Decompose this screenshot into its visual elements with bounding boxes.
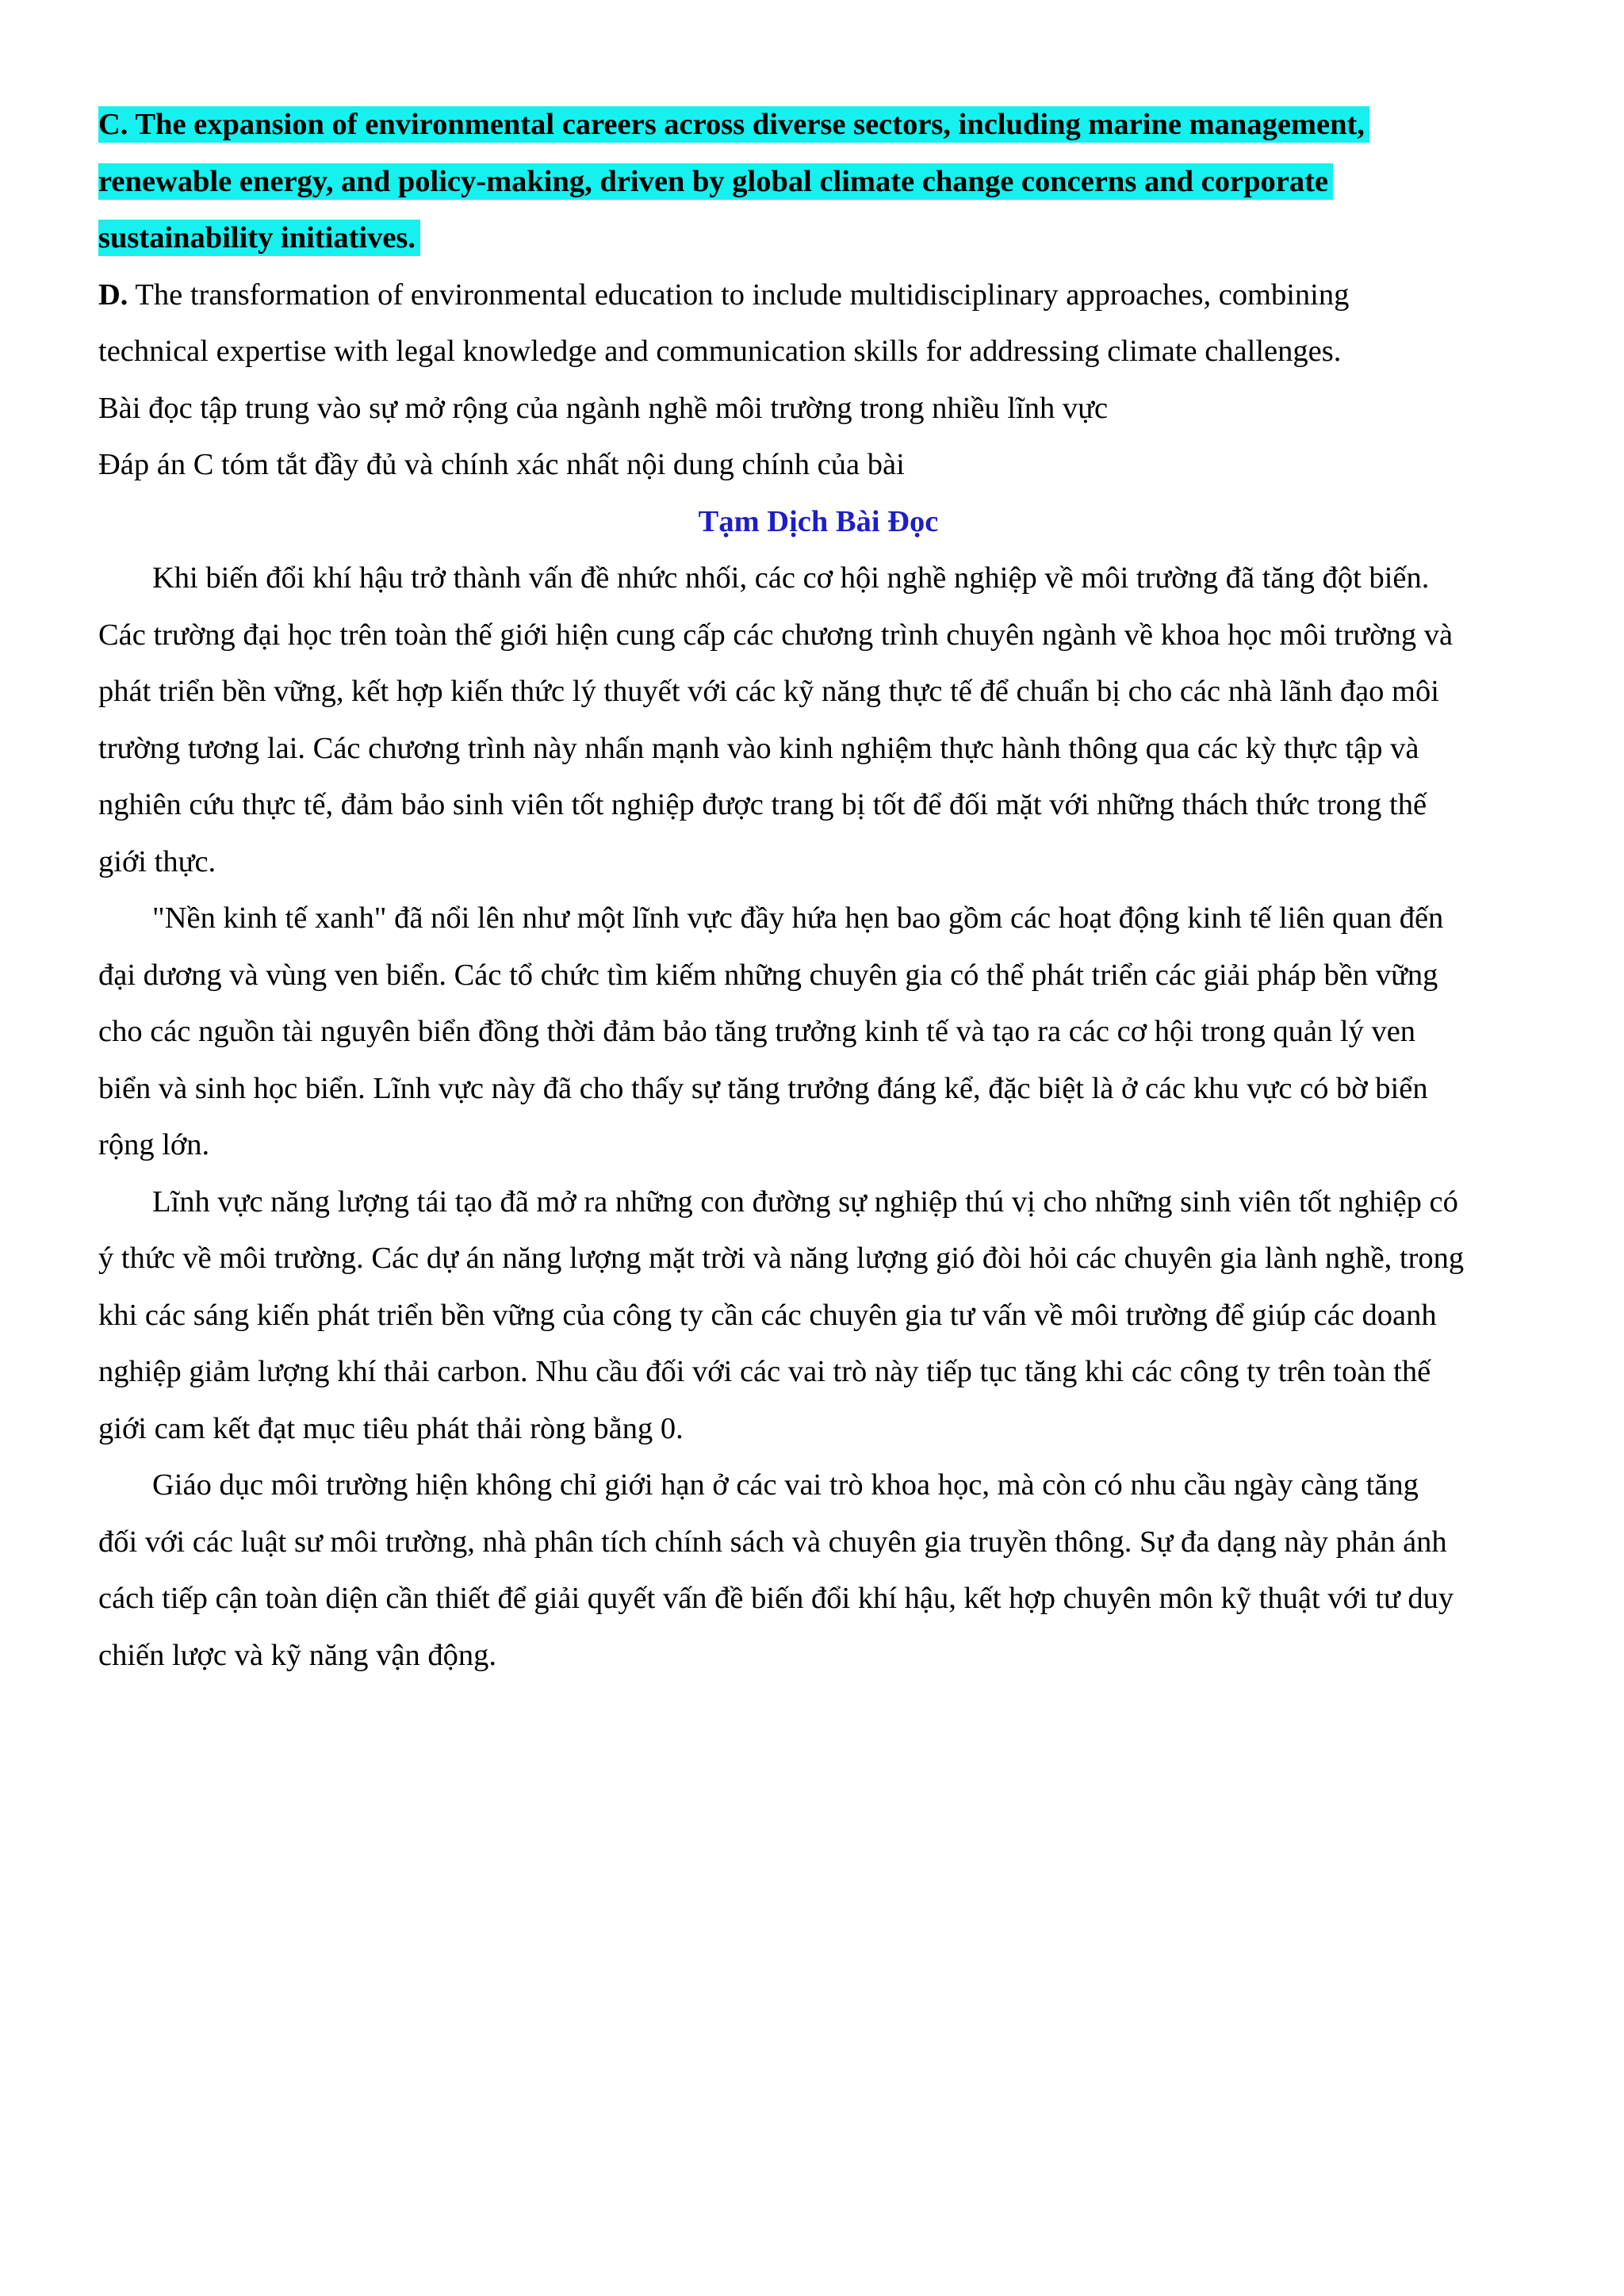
translation-paragraph-2 (98, 890, 1538, 1174)
translation-paragraph-3 (98, 1174, 1538, 1458)
paragraph-line: cách tiếp cận toàn diện cần thiết để giải quyết vấn đề biến đổi khí hậu, kết hợp chuyên môn kỹ thuật với tư duy (98, 1582, 1454, 1615)
option-d-text: technical expertise with legal knowledge and communication skills for addressing climate challenges. (98, 335, 1342, 368)
translation-title: Tạm Dịch Bài Đọc (698, 504, 939, 538)
paragraph-line: nghiệp giảm lượng khí thải carbon. Nhu cầu đối với các vai trò này tiếp tục tăng khi các công ty trên toàn thế (98, 1355, 1431, 1388)
paragraph-line: biển và sinh học biển. Lĩnh vực này đã cho thấy sự tăng trưởng đáng kể, đặc biệt là ở các khu vực có bờ biển (98, 1071, 1428, 1105)
paragraph-line: giới thực. (98, 844, 216, 878)
option-d-text: The transformation of environmental education to include multidisciplinary approaches, combining (128, 277, 1350, 312)
paragraph-line: giới cam kết đạt mục tiêu phát thải ròng bằng 0. (98, 1411, 684, 1445)
paragraph-line: đối với các luật sư môi trường, nhà phân tích chính sách và chuyên gia truyền thông. Sự đa dạng này phản ánh (98, 1525, 1447, 1559)
option-c (98, 97, 1538, 267)
paragraph-line: nghiên cứu thực tế, đảm bảo sinh viên tốt nghiệp được trang bị tốt để đối mặt với những thách thức trong thế (98, 788, 1427, 821)
translation-paragraph-4 (98, 1457, 1538, 1684)
paragraph-line: phát triển bền vững, kết hợp kiến thức lý thuyết với các kỹ năng thực tế để chuẩn bị cho các nhà lãnh đạo môi (98, 675, 1439, 708)
paragraph-line: Giáo dục môi trường hiện không chỉ giới hạn ở các vai trò khoa học, mà còn có nhu cầu ngày càng tăng (152, 1468, 1419, 1502)
option-d (98, 267, 1538, 381)
translation-paragraph-1 (98, 550, 1538, 890)
paragraph-line: trường tương lai. Các chương trình này nhấn mạnh vào kinh nghiệm thực hành thông qua các kỳ thực tập và (98, 731, 1419, 765)
paragraph-line: Các trường đại học trên toàn thế giới hiện cung cấp các chương trình chuyên ngành về khoa học môi trường và (98, 618, 1454, 652)
paragraph-line: Khi biến đổi khí hậu trở thành vấn đề nhức nhối, các cơ hội nghề nghiệp về môi trường đã tăng đột biến. (152, 561, 1430, 595)
document-page (98, 97, 1538, 1684)
paragraph-line: chiến lược và kỹ năng vận động. (98, 1638, 497, 1672)
paragraph-line: Lĩnh vực năng lượng tái tạo đã mở ra những con đường sự nghiệp thú vị cho những sinh viên tốt nghiệp có (152, 1184, 1458, 1219)
paragraph-line: khi các sáng kiến phát triển bền vững của công ty cần các chuyên gia tư vấn về môi trường để giúp các doanh (98, 1298, 1437, 1332)
explanation-line: Bài đọc tập trung vào sự mở rộng của ngành nghề môi trường trong nhiều lĩnh vực (98, 391, 1109, 425)
explanation-line: Đáp án C tóm tắt đầy đủ và chính xác nhất nội dung chính của bài (98, 448, 905, 481)
paragraph-line: ý thức về môi trường. Các dự án năng lượng mặt trời và năng lượng gió đòi hỏi các chuyên gia lành nghề, trong (98, 1242, 1465, 1275)
option-c-line: renewable energy, and policy-making, driven by global climate change concerns and corporate (98, 163, 1333, 200)
option-d-letter: D. (98, 277, 128, 312)
option-c-line: sustainability initiatives. (98, 220, 420, 256)
paragraph-line: "Nền kinh tế xanh" đã nổi lên như một lĩnh vực đầy hứa hẹn bao gồm các hoạt động kinh tế liên quan đến (152, 901, 1444, 935)
paragraph-line: rộng lớn. (98, 1128, 210, 1161)
explanation (98, 381, 1538, 494)
option-c-line: C. The expansion of environmental careers across diverse sectors, including marine management, (98, 106, 1369, 143)
paragraph-line: đại dương và vùng ven biển. Các tổ chức tìm kiếm những chuyên gia có thể phát triển các giải pháp bền vững (98, 958, 1438, 992)
paragraph-line: cho các nguồn tài nguyên biển đồng thời đảm bảo tăng trưởng kinh tế và tạo ra các cơ hội trong quản lý ven (98, 1015, 1416, 1048)
